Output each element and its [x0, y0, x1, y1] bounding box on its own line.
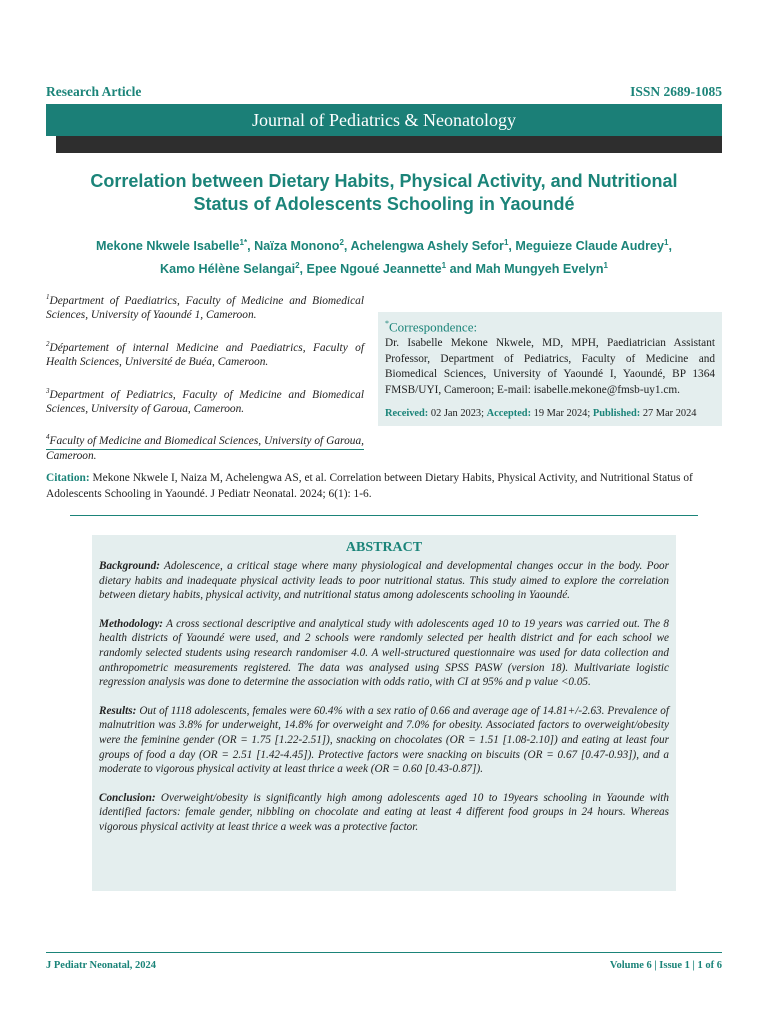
author-affiliation-sup: 1 [441, 261, 447, 271]
affiliation-sup: 3 [46, 386, 50, 395]
author-separator: and [446, 262, 476, 277]
article-dates: Received: 02 Jan 2023; Accepted: 19 Mar 2024; Published: 27 Mar 2024 [385, 407, 697, 419]
article-type-label: Research Article [46, 84, 142, 99]
author-list [40, 233, 728, 279]
citation-label: Citation: [46, 472, 90, 484]
title-line-2: Status of Adolescents Schooling in Yaoundé [193, 194, 575, 214]
affiliation-divider [46, 449, 364, 450]
affiliation-sup: 2 [46, 339, 50, 348]
affiliation-text: Département of internal Medicine and Paediatrics, Faculty of Health Sciences, Université de Buéa, Cameroon. [46, 341, 364, 369]
conclusion-label: Conclusion: [99, 791, 156, 804]
affiliation-text: Department of Paediatrics, Faculty of Medicine and Biomedical Sciences, University of Yaoundé 1, Cameroon. [46, 294, 364, 322]
background-label: Background: [99, 560, 160, 572]
citation-text: Mekone Nkwele I, Naiza M, Achelengwa AS, et al. Correlation between Dietary Habits, Physical Activity, and Nutritional Status of Adolescents Schooling in Yaoundé. J Pediatr Neonatal. 2024; 6(1): 1-6. [46, 472, 693, 500]
author-separator: , [668, 239, 672, 254]
author-separator: , [343, 239, 351, 254]
author-separator: , [299, 262, 307, 277]
author-name: Achelengwa Ashely Sefor [350, 239, 504, 254]
background-text: Adolescence, a critical stage where many physiological and developmental changes occur in the body. Poor dietary habits and inadequate physical activity leads to poor nutritional status. This study aimed to explore the correlation between dietary habits, physical activity, and nutritional status among adolescents schooling in Yaoundé. [99, 560, 669, 602]
author-separator: , [247, 239, 255, 254]
affiliation-text: Faculty of Medicine and Biomedical Sciences, University of Garoua, Cameroon. [46, 435, 364, 462]
methodology-text: A cross sectional descriptive and analytical study with adolescents aged 10 to 19 years was carried out. The 8 health districts of Yaoundé were used, and 2 schools were randomly selected per health district and for each school we randomly selected students using research randomiser 4.0. A well-structured questionnaire was used for data collection and anthropometric measurements registered. The data was analysed using SPSS PASW (version 18). Multivariate logistic regression analysis was done to determine the association with odds ratio, with CI at 95% and p value <0.05. [99, 617, 669, 689]
author-name: Mekone Nkwele Isabelle [96, 239, 240, 254]
citation [46, 470, 722, 502]
author-affiliation-sup: 1 [664, 238, 669, 247]
affiliation-item [46, 430, 364, 463]
abstract-box [92, 535, 676, 891]
received-label: Received: [385, 407, 429, 419]
abstract-results [99, 704, 669, 777]
abstract-background [99, 559, 669, 603]
affiliation-sup: 1 [46, 293, 50, 301]
abstract-conclusion [99, 791, 669, 835]
published-label: Published: [592, 407, 641, 419]
received-date: 02 Jan 2023 [430, 407, 482, 419]
correspondence-text: Dr. Isabelle Mekone Nkwele, MD, MPH, Paediatrician Assistant Professor, Department of Pediatrics, Faculty of Medicine and Biomedical Sciences, University of Yaoundé I, Yaoundé, BP 1364 FMSB/UYI, Cameroon; E-mail: isabelle.mekone@fmsb-uy1.cm. [385, 337, 715, 396]
footer-page-info: Volume 6 | Issue 1 | 1 of 6 [609, 960, 722, 971]
affiliation-text: Department of Pediatrics, Faculty of Medicine and Biomedical Sciences, University of Garoua, Cameroon. [46, 388, 364, 415]
author-name: Epee Ngoué Jeannette [306, 262, 442, 277]
issn-label: ISSN 2689-1085 [630, 84, 722, 99]
author-name: Meguieze Claude Audrey [515, 239, 664, 254]
author-line-2 [40, 256, 728, 279]
author-name: Kamo Hélène Selangai [160, 262, 296, 277]
author-affiliation-sup: 1* [239, 238, 248, 247]
published-date: 27 Mar 2024 [642, 407, 697, 419]
correspondence-heading-text: Correspondence: [389, 319, 478, 335]
abstract-methodology [99, 617, 669, 690]
footer-journal: J Pediatr Neonatal, 2024 [46, 960, 157, 971]
affiliation-sup: 4 [46, 433, 50, 442]
results-text: Out of 1118 adolescents, females were 60.4% with a sex ratio of 0.66 and average age of 14.81+/-2.63. Prevalence of malnutrition was 3.8% for underweight, 14.8% for overweight and 7.0% for obesity. Associated factors to overweight/obesity were the feminine gender (OR = 1.75 [1.22-2.51]), snacking on chocolates (OR = 1.51 [1.08-2.10]) and eating at least four groups of food a day (OR = 2.51 [1.42-4.45]). Protective factors were snacking on biscuits (OR = 0.67 [0.47-0.93]), and a moderate to vigorous physical activity at least thrice a week (OR = 0.60 [0.43-0.87]). [99, 704, 670, 776]
accepted-date: 19 Mar 2024 [533, 407, 588, 419]
conclusion-text: Overweight/obesity is significantly high among adolescents aged 10 to 19years schooling in Yaounde with identified factors: female gender, nibbling on chocolate and eating at least 4 different food groups in 24 hours. Whereas vigorous physical activity at least thrice a week was a protective factor. [99, 791, 670, 833]
title-line-1: Correlation between Dietary Habits, Physical Activity, and Nutritional [90, 171, 678, 191]
author-line-1 [40, 233, 728, 256]
author-name: Naïza Monono [254, 239, 340, 254]
footer-divider [46, 952, 722, 953]
abstract-heading: ABSTRACT [345, 540, 423, 555]
author-affiliation-sup: 2 [339, 238, 344, 247]
affiliation-item [46, 337, 364, 370]
article-title [40, 170, 728, 216]
author-name: Mah Mungyeh Evelyn [475, 262, 604, 277]
correspondence-box [378, 312, 722, 426]
journal-banner: Journal of Pediatrics & Neonatology [46, 104, 722, 136]
author-affiliation-sup: 1 [503, 238, 509, 247]
author-separator: , [508, 239, 516, 254]
results-label: Results: [99, 704, 137, 717]
correspondence-heading: *Correspondence: [385, 319, 478, 335]
methodology-label: Methodology: [99, 617, 164, 630]
citation-divider [70, 515, 698, 516]
author-affiliation-sup: 2 [295, 261, 300, 271]
author-affiliation-sup: 1 [603, 261, 608, 271]
affiliation-item [46, 290, 364, 323]
accepted-label: Accepted: [486, 407, 532, 419]
affiliation-item [46, 384, 364, 417]
